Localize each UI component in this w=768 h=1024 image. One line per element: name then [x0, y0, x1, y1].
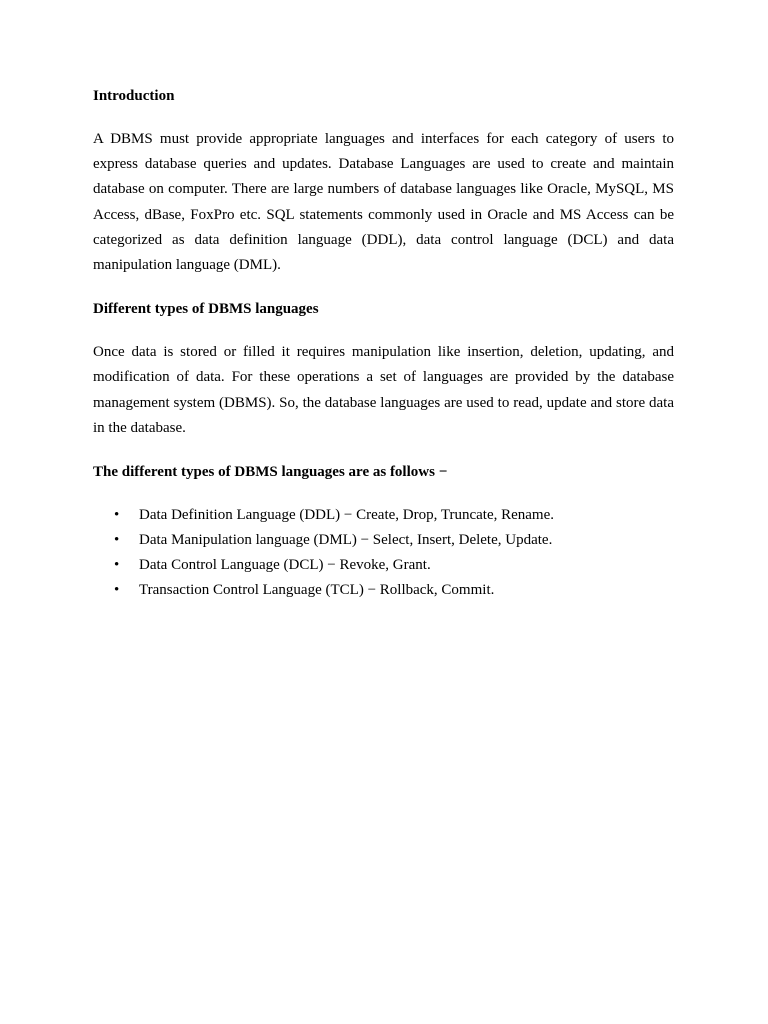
bullet-icon: •: [114, 507, 120, 524]
list-item-text: Data Manipulation language (DML) − Select, Insert, Delete, Update.: [139, 532, 553, 549]
bullet-icon: •: [114, 557, 120, 574]
bullet-icon: •: [114, 532, 120, 549]
document-page: [93, 85, 674, 603]
list-item: [93, 528, 674, 553]
list-item-text: Transaction Control Language (TCL) − Rollback, Commit.: [139, 582, 495, 599]
bullet-icon: •: [114, 582, 120, 599]
intro-heading: Introduction: [93, 88, 175, 104]
types-heading: Different types of DBMS languages: [93, 301, 319, 318]
list-item-text: Data Definition Language (DDL) − Create, Drop, Truncate, Rename.: [139, 507, 554, 524]
list-item: [93, 553, 674, 578]
types-paragraph: Once data is stored or filled it requires manipulation like insertion, deletion, updating, and modification of data. For these operations a set of languages are provided by the database management system (DBMS). So, the database languages are used to read, update and store data in the database.: [93, 344, 674, 436]
list-item-text: Data Control Language (DCL) − Revoke, Grant.: [139, 557, 431, 574]
languages-list: [93, 503, 674, 603]
intro-paragraph: A DBMS must provide appropriate languages and interfaces for each category of users to express database queries and updates. Database Languages are used to create and maintain database on computer. There are large numbers of database languages like Oracle, MySQL, MS Access, dBase, FoxPro etc. SQL statements commonly used in Oracle and MS Access can be categorized as data definition language (DDL), data control language (DCL) and data manipulation language (DML).: [93, 131, 674, 274]
list-item: [93, 578, 674, 603]
list-heading: The different types of DBMS languages are as follows −: [93, 464, 448, 481]
list-item: [93, 503, 674, 528]
